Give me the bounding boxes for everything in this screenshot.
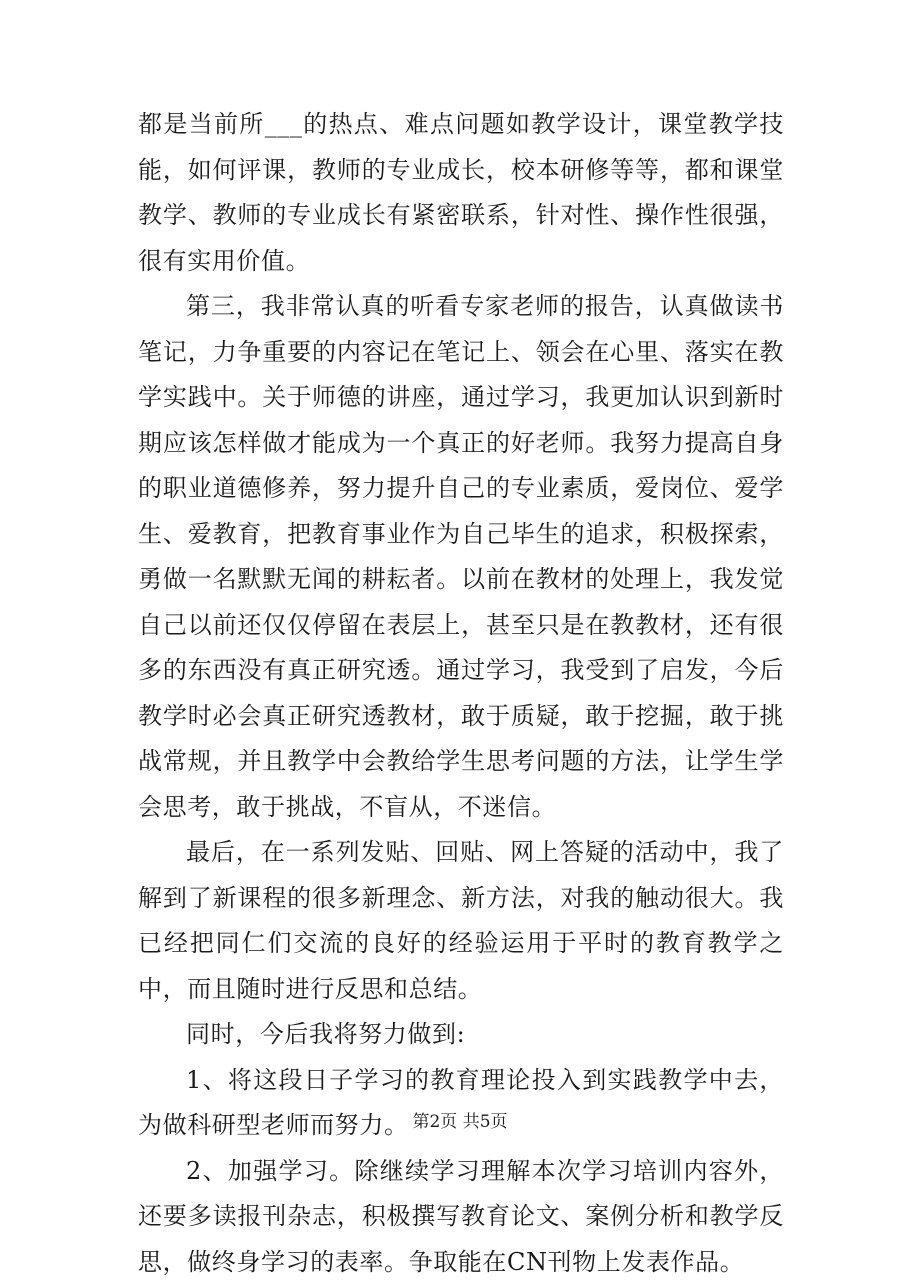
page-number-footer: 第2页 共5页 bbox=[0, 1110, 920, 1134]
document-body bbox=[138, 102, 784, 1285]
paragraph-1: 都是当前所___的热点、难点问题如教学设计，课堂教学技能，如何评课，教师的专业成长，校本研修等等，都和课堂教学、教师的专业成长有紧密联系，针对性、操作性很强，很有实用价值。 bbox=[138, 102, 784, 284]
paragraph-2: 第三，我非常认真的听看专家老师的报告，认真做读书笔记，力争重要的内容记在笔记上、领会在心里、落实在教学实践中。关于师德的讲座，通过学习，我更加认识到新时期应该怎样做才能成为一个真正的好老师。我努力提高自身的职业道德修养，努力提升自己的专业素质，爱岗位、爱学生、爱教育，把教育事业作为自己毕生的追求，积极探索，勇做一名默默无闻的耕耘者。以前在教材的处理上，我发觉自己以前还仅仅停留在表层上，甚至只是在教教材，还有很多的东西没有真正研究透。通过学习，我受到了启发，今后教学时必会真正研究透教材，敢于质疑，敢于挖掘，敢于挑战常规，并且教学中会教给学生思考问题的方法，让学生学会思考，敢于挑战，不盲从，不迷信。 bbox=[138, 284, 784, 830]
paragraph-6: 2、加强学习。除继续学习理解本次学习培训内容外，还要多读报刊杂志，积极撰写教育论文、案例分析和教学反思，做终身学习的表率。争取能在CN刊物上发表作品。 bbox=[138, 1149, 784, 1285]
paragraph-4: 同时，今后我将努力做到: bbox=[138, 1012, 784, 1058]
paragraph-5: 1、将这段日子学习的教育理论投入到实践教学中去，为做科研型老师而努力。 bbox=[138, 1058, 784, 1149]
paragraph-3: 最后，在一系列发贴、回贴、网上答疑的活动中，我了解到了新课程的很多新理念、新方法，对我的触动很大。我已经把同仁们交流的良好的经验运用于平时的教育教学之中，而且随时进行反思和总结。 bbox=[138, 830, 784, 1012]
